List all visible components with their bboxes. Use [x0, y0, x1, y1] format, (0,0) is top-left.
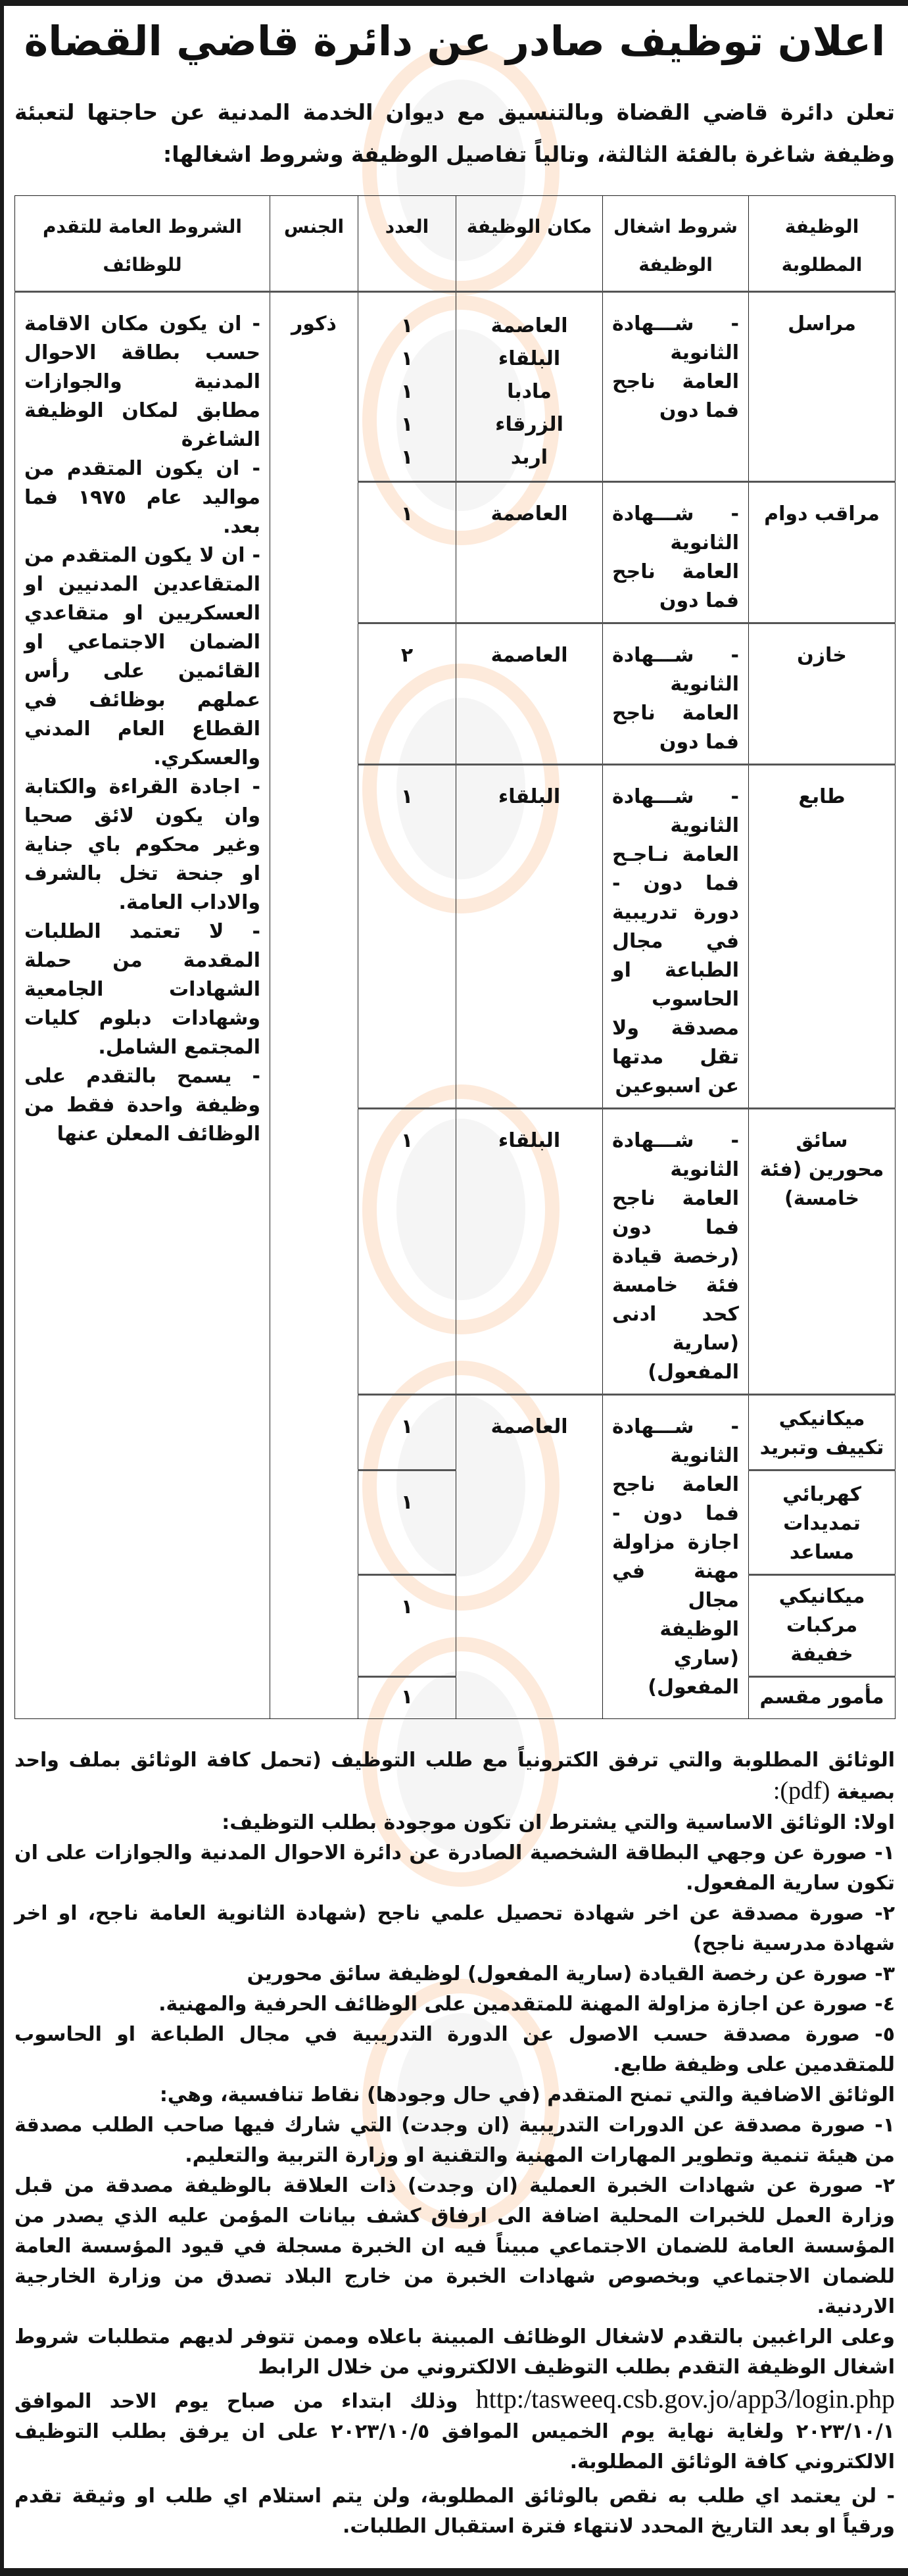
job-conditions: - شـــهادة الثانوية العامة ناجح فما دون — [603, 482, 749, 623]
basic-document-item: ١- صورة عن وجهي البطاقة الشخصية الصادرة عن دائرة الاحوال المدنية والجوازات على ان تكون سارية المفعول. — [14, 1841, 895, 1895]
header-gender: الجنس — [270, 196, 358, 292]
location: العاصمة — [456, 482, 603, 623]
job-locations — [456, 292, 603, 482]
basic-document-item: ٣- صورة عن رخصة القيادة (سارية المفعول) لوظيفة سائق محورين — [247, 1962, 895, 1985]
location: العاصمة — [456, 623, 603, 765]
header-count: العدد — [358, 196, 456, 292]
location: العاصمة — [490, 314, 568, 337]
job-title: طابع — [749, 765, 896, 1109]
count: ١ — [358, 1470, 456, 1575]
job-conditions: - شـــهادة الثانوية العامة ناجح فما دون (رخصة قيادة فئة خامسة كحد ادنى (سارية المفعول) — [603, 1109, 749, 1395]
intro-paragraph: تعلن دائرة قاضي القضاة وبالتنسيق مع ديوان الخدمة المدنية عن حاجتها لتعبئة وظيفة شاغرة بالفئة الثالثة، وتالياً تفاصيل الوظيفة وشروط اشغالها: — [14, 99, 895, 167]
location: البلقاء — [456, 1109, 603, 1395]
location: البلقاء — [456, 765, 603, 1109]
job-title: مراسل — [749, 292, 896, 482]
count: ١ — [358, 1109, 456, 1395]
count: ١ — [358, 1575, 456, 1677]
header-location: مكان الوظيفة — [456, 196, 603, 292]
application-dates — [14, 2383, 895, 2477]
apply-instructions: وعلى الراغبين بالتقدم لاشغال الوظائف المبينة باعلاه وممن تتوفر لديهم متطلبات شروط اشغال الوظيفة التقدم بطلب التوظيف الالكتروني من خلال الرابط — [14, 2325, 895, 2379]
additional-document-item: ١- صورة مصدقة عن الدورات التدريبية (ان وجدت) التي شارك فيها صاحب الطلب مصدقة من هيئة تنمية وتطوير المهارات المهنية والتقنية او وزارة التربية والتعليم. — [14, 2114, 895, 2167]
job-title: مراقب دوام — [749, 482, 896, 623]
general-conditions — [15, 292, 270, 1719]
job-conditions: - شـــهادة الثانوية العامة نـاجـح فما دون - دورة تدريبية في مجال الطباعة او الحاسوب مصدقة ولا تقل مدتها عن اسبوعين — [603, 765, 749, 1109]
count: ١ — [400, 413, 414, 436]
general-condition: - لا تعتمد الطلبات المقدمة من حملة الشهادات الجامعية وشهادات دبلوم كليات المجتمع الشامل. — [24, 920, 260, 1059]
additional-document-item: ٢- صورة عن شهادات الخبرة العملية (ان وجدت) ذات العلاقة بالوظيفة مصدقة من قبل وزارة العمل للخبرات المحلية اضافة الى ارفاق كشف بيانات المؤمن عليه الذي يصدر من المؤسسة العامة للضمان الاجتماعي مبيناً فيه ان الخبرة مسجلة في قيود المؤسسة العامة للضمان الاجتماعي وبخصوص شهادات الخبرة من خارج البلاد تصدق من وزارة الخارجية الاردنية. — [14, 2174, 895, 2318]
documents-intro-text: الوثائق المطلوبة والتي ترفق الكترونياً مع طلب التوظيف (تحمل كافة الوثائق بملف واحد بصيغة — [14, 1749, 895, 1804]
location: البلقاء — [498, 347, 561, 370]
location: الزرقاء — [495, 413, 563, 436]
table-row — [15, 292, 896, 482]
job-title: سائق محورين (فئة خامسة) — [749, 1109, 896, 1395]
job-title: ميكانيكي تكييف وتبريد — [749, 1395, 896, 1470]
general-condition: - ان لا يكون المتقدم من المتقاعدين المدنيين او العسكريين او متقاعدي الضمان الاجتماعي او القائمين على رأس عملهم بوظائف في القطاع العام المدني والعسكري. — [24, 544, 260, 769]
header-job-conditions: شروط اشغال الوظيفة — [603, 196, 749, 292]
documents-section — [14, 1745, 895, 2542]
basic-document-item: ٥- صورة مصدقة حسب الاصول عن الدورة التدريبية في مجال الطباعة او الحاسوب للمتقدمين على وظيفة طابع. — [14, 2023, 895, 2076]
pdf-format: (pdf): — [773, 1777, 830, 1805]
header-job: الوظيفة المطلوبة — [749, 196, 896, 292]
header-general-conditions: الشروط العامة للتقدم للوظائف — [15, 196, 270, 292]
jobs-table — [14, 195, 896, 1719]
announcement-content — [14, 6, 895, 2542]
application-link[interactable]: http:/tasweeq.csb.gov.jo/app3/login.php — [475, 2384, 895, 2414]
count: ١ — [400, 446, 414, 469]
general-condition: - ان يكون مكان الاقامة حسب بطاقة الاحوال المدنية والجوازات مطابق لمكان الوظيفة الشاغرة — [24, 312, 260, 451]
additional-documents-heading: الوثائق الاضافية والتي تمنح المتقدم (في حال وجودها) نقاط تنافسية، وهي: — [159, 2083, 895, 2106]
job-title: كهربائي تمديدات مساعد — [749, 1470, 896, 1575]
basic-documents-heading: اولا: الوثائق الاساسية والتي يشترط ان تكون موجودة بطلب التوظيف: — [222, 1811, 895, 1834]
count: ١ — [400, 380, 414, 403]
job-title: خازن — [749, 623, 896, 765]
application-dates-text: وذلك ابتداء من صباح يوم الاحد الموافق ٢٠٢٣/١٠/١ ولغاية نهاية يوم الخميس الموافق ٢٠٢٣/١٠/٥ على ان يرفق بطلب التوظيف الالكتروني كافة الوثائق المطلوبة. — [14, 2390, 895, 2473]
job-title: ميكانيكي مركبات خفيفة — [749, 1575, 896, 1677]
rejection-note: - لن يعتمد اي طلب به نقص بالوثائق المطلوبة، ولن يتم استلام اي طلب او وثيقة تقدم ورقياً او بعد التاريخ المحدد لانتهاء فترة استقبال الطلبات. — [14, 2485, 895, 2538]
count: ١ — [400, 314, 414, 337]
job-counts — [358, 292, 456, 482]
count: ١ — [358, 482, 456, 623]
count: ٢ — [358, 623, 456, 765]
general-condition: - ان يكون المتقدم من مواليد عام ١٩٧٥ فما بعد. — [24, 457, 261, 538]
count: ١ — [358, 765, 456, 1109]
location: العاصمة — [456, 1395, 603, 1719]
general-condition: - يسمح بالتقدم على وظيفة واحدة فقط من الوظائف المعلن عنها — [24, 1065, 260, 1146]
location: اربد — [510, 446, 548, 469]
job-title: مأمور مقسم — [749, 1677, 896, 1719]
location: مادبا — [507, 380, 552, 403]
basic-document-item: ٢- صورة مصدقة عن اخر شهادة تحصيل علمي ناجح (شهادة الثانوية العامة ناجح، او اخر شهادة مدرسية ناجح) — [14, 1902, 895, 1955]
documents-intro — [14, 1745, 895, 1808]
job-conditions: - شـــهادة الثانوية العامة ناجح فما دون — [603, 292, 749, 482]
job-conditions: - شـــهادة الثانوية العامة ناجح فما دون - اجازة مزاولة مهنة في مجال الوظيفة (ساري المفعول) — [603, 1395, 749, 1719]
count: ١ — [358, 1395, 456, 1470]
count: ١ — [358, 1677, 456, 1719]
gender: ذكور — [270, 292, 358, 1719]
job-conditions: - شـــهادة الثانوية العامة ناجح فما دون — [603, 623, 749, 765]
count: ١ — [400, 347, 414, 370]
basic-document-item: ٤- صورة عن اجازة مزاولة المهنة للمتقدمين على الوظائف الحرفية والمهنية. — [158, 1993, 895, 2016]
general-condition: - اجادة القراءة والكتابة وان يكون لائق صحيا وغير محكوم باي جناية او جنحة تخل بالشرف والاداب العامة. — [24, 775, 260, 914]
page-title: اعلان توظيف صادر عن دائرة قاضي القضاة — [24, 17, 886, 65]
